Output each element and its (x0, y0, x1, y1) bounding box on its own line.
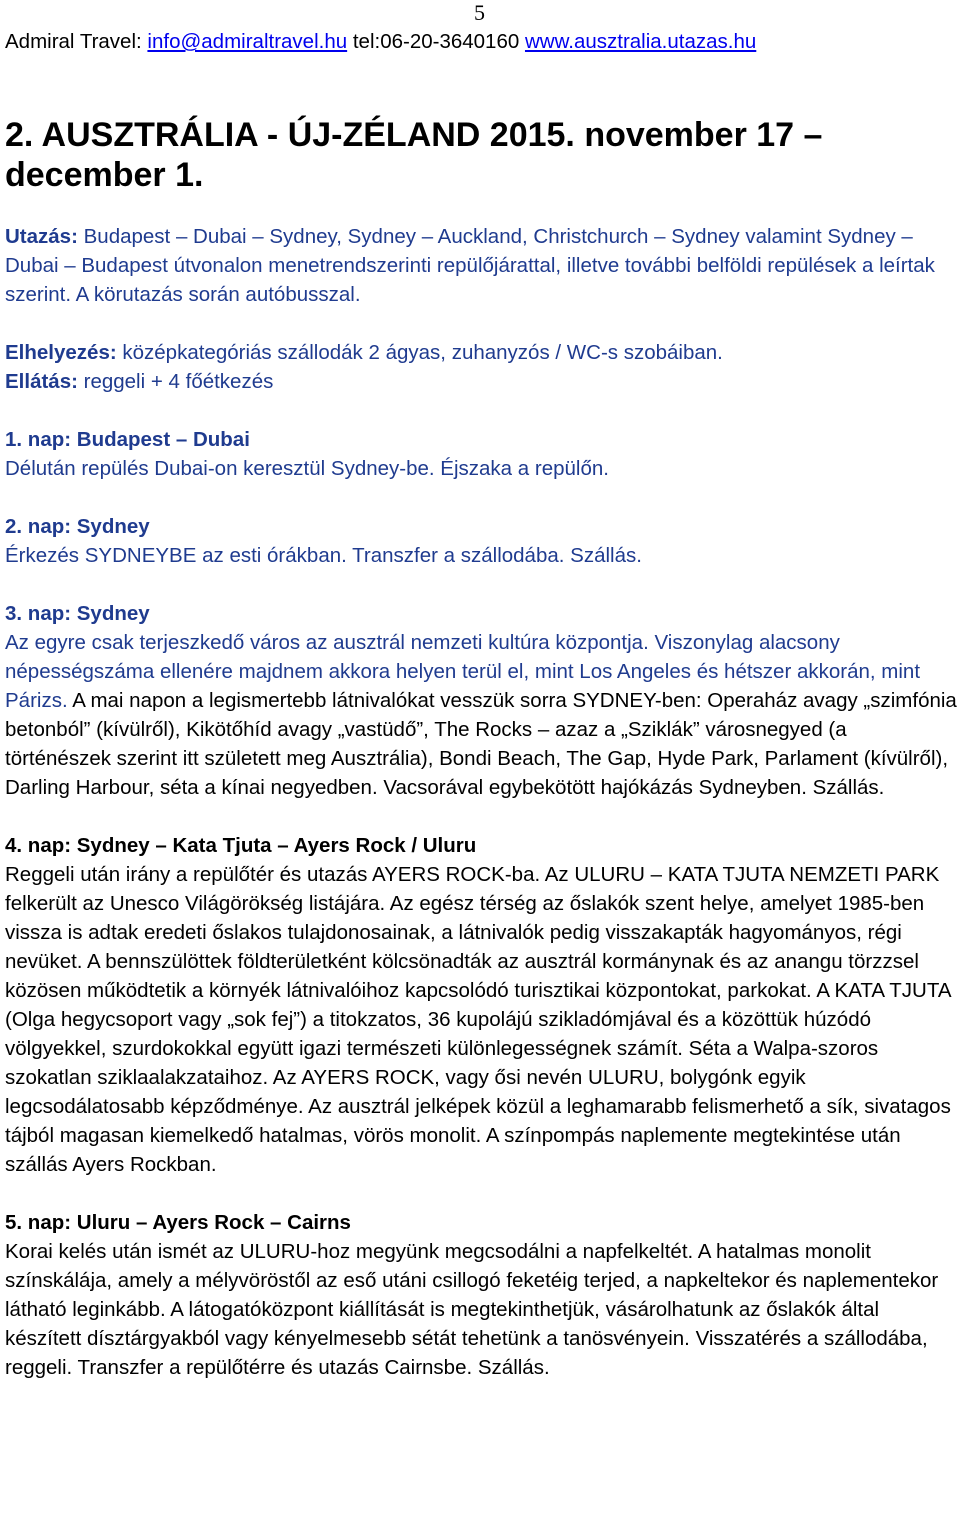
travel-label: Utazás: (5, 225, 78, 248)
phone-number: tel:06-20-3640160 (352, 30, 520, 53)
itinerary-body (5, 222, 957, 1382)
day-3-intro: Az egyre csak terjeszkedő város az ausztrál nemzeti kultúra központja. (5, 631, 649, 654)
accommodation-label: Elhelyezés: (5, 341, 117, 364)
day-2-text: Érkezés SYDNEYBE az esti órákban. Transzfer a szállodába. Szállás. (5, 544, 642, 567)
meals-text: reggeli + 4 főétkezés (77, 370, 274, 393)
day-3-title: 3. nap: Sydney (5, 602, 150, 625)
meals-paragraph (5, 367, 957, 396)
page-number: 5 (474, 0, 485, 25)
day-3-intro-2: Viszonylag alacsony népességszáma ellenére majdnem akkora helyen terül el, mint Los Angeles és hétszer akkorán, mint Párizs. (5, 631, 921, 712)
agency-name: Admiral Travel: (5, 30, 142, 53)
website-link[interactable]: www.ausztralia.utazas.hu (524, 30, 757, 53)
day-5-title: 5. nap: Uluru – Ayers Rock – Cairns (5, 1211, 351, 1234)
contact-header (5, 29, 955, 55)
accommodation-paragraph (5, 338, 957, 367)
day-4-text: Reggeli után irány a repülőtér és utazás AYERS ROCK-ba. Az ULURU – KATA TJUTA NEMZETI PARK felkerült az Unesco Világörökség listájára. Az egész térség az őslakók szent helye, amelyet 1985-ben vissza is adtak eredeti őslakos tulajdonosainak, a látnivalók pedig visszakapták hagyományos, régi nevüket. A bennszülöttek földterületként kölcsönadták az ausztrál kormánynak és az anangu törzzsel közösen működtetik a környék látnivalóihoz kapcsolódó turisztikai központokat, parkokat. A KATA TJUTA (Olga hegycsoport vagy „sok fej”) a titokzatos, 36 kupolájú szikladómjával és a közöttük húzódó völgyekkel, szurdokokkal együtt igazi természeti különlegességnek számít. Séta a Walpa-szoros szokatlan sziklaalakzataihoz. Az AYERS ROCK, vagy ősi nevén ULURU, bolygónk egyik legcsodálatosabb képződménye. Az ausztrál jelképek közül a leghamarabb felismerhető a sík, sivatagos tájból magasan kiemelkedő hatalmas, vörös monolit. A színpompás naplemente megtekintése után szállás Ayers Rockban. (5, 863, 951, 1176)
day-3-text (5, 628, 957, 802)
day-4-title: 4. nap: Sydney – Kata Tjuta – Ayers Rock / Uluru (5, 834, 477, 857)
travel-text: Budapest – Dubai – Sydney, Sydney – Auckland, Christchurch – Sydney valamint Sydney – Dubai – Budapest útvonalon menetrendszerinti repülőjárattal, illetve további belföldi repülések a leírtak szerint. A körutazás során autóbusszal. (5, 225, 935, 306)
day-2-title: 2. nap: Sydney (5, 515, 150, 538)
day-1-text: Délután repülés Dubai-on keresztül Sydney-be. Éjszaka a repülőn. (5, 457, 609, 480)
meals-label: Ellátás: (5, 370, 78, 393)
day-1-title: 1. nap: Budapest – Dubai (5, 428, 250, 451)
day-3-program: A mai napon a legismertebb látnivalókat vesszük sorra SYDNEY-ben: Operaház avagy „szimfónia betonból” (kívülről), Kikötőhíd avagy „vastüdő”, The Rocks – azaz a „Sziklák” városnegyed (a történészek szerint itt született meg Ausztrália), Bondi Beach, The Gap, Hyde Park, Parlament (kívülről), Darling Harbour, séta a kínai negyedben. Vacsorával egybekötött hajókázás Sydneyben. Szállás. (5, 689, 957, 799)
email-link[interactable]: info@admiraltravel.hu (147, 30, 348, 53)
travel-paragraph (5, 222, 957, 309)
day-5-text: Korai kelés után ismét az ULURU-hoz megyünk megcsodálni a napfelkeltét. A hatalmas monolit színskálája, amely a mélyvöröstől az eső utáni csillogó feketéig terjed, a napkeltekor és naplementekor látható leginkább. A látogatóközpont kiállítását is megtekinthetjük, vásárolhatunk az őslakók által készített dísztárgyakból vagy kényelmesebb sétát tehetünk a tanösvényein. Visszatérés a szállodába, reggeli. Transzfer a repülőtérre és utazás Cairnsbe. Szállás. (5, 1240, 939, 1379)
accommodation-text: középkategóriás szállodák 2 ágyas, zuhanyzós / WC-s szobáiban. (116, 341, 723, 364)
page-title: 2. AUSZTRÁLIA - ÚJ-ZÉLAND 2015. november 17 – december 1. (5, 116, 823, 194)
